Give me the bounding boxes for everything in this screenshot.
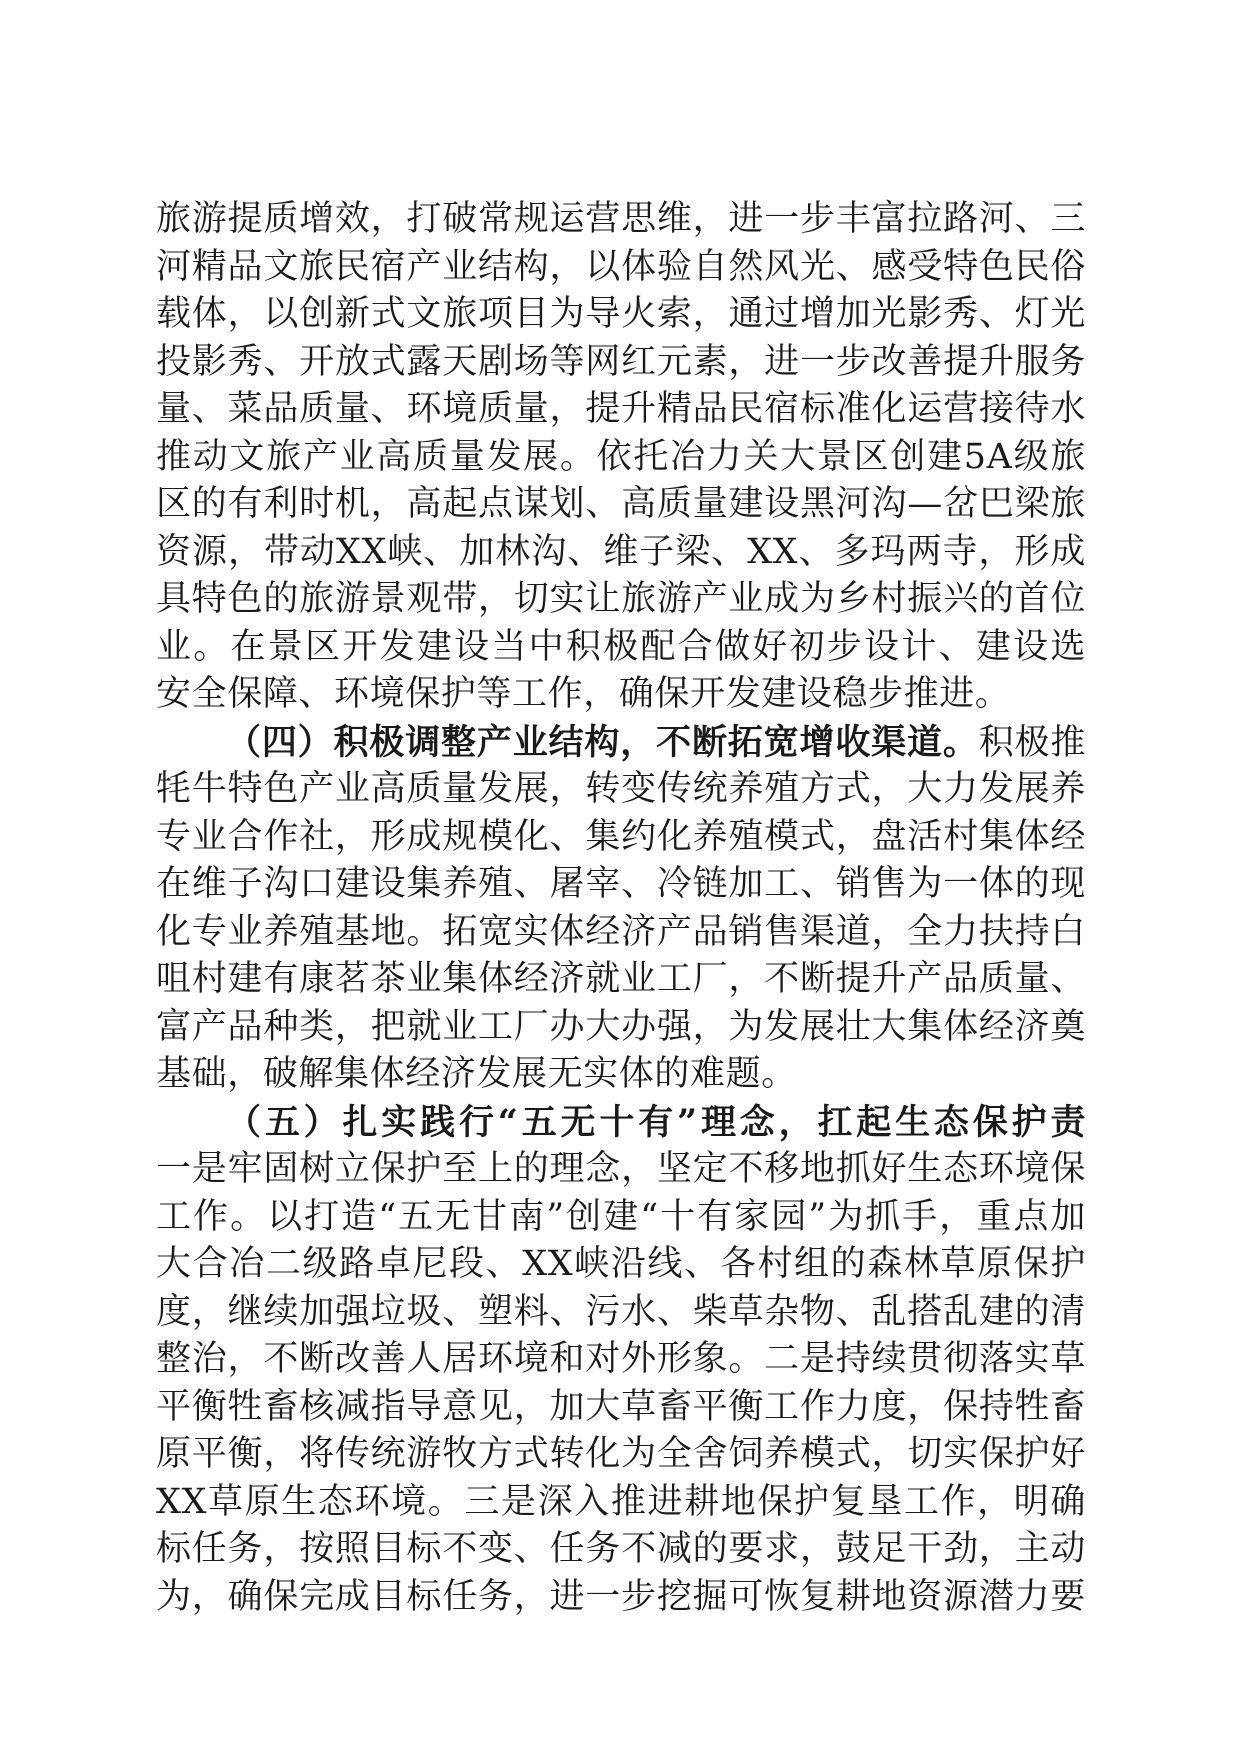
text-line: 标任务，按照目标不变、任务不减的要求，鼓足干劲，主动	[156, 1529, 1086, 1569]
text-line: XX草原生态环境。三是深入推进耕地保护复垦工作，明确	[156, 1481, 1086, 1522]
document-page	[156, 196, 1086, 1621]
text-line: 富产品种类，把就业工厂办大办强，为发展壮大集体经济奠	[156, 1006, 1086, 1047]
paragraph-tourism	[156, 196, 1086, 719]
text-line: 河精品文旅民宿产业结构，以体验自然风光、感受特色民俗	[156, 246, 1086, 287]
section-heading: （四）积极调整产业结构，不断拓宽增收渠道。	[226, 721, 979, 763]
text-line: 基础，破解集体经济发展无实体的难题。	[156, 1054, 797, 1094]
text-fragment: 积极推	[978, 722, 1086, 763]
text-line: 咀村建有康茗茶业集体经济就业工厂，不断提升产品质量、	[156, 959, 1086, 999]
text-line: 安全保障、环境保护等工作，确保开发建设稳步推进。	[156, 674, 1011, 714]
text-line: 业。在景区开发建设当中积极配合做好初步设计、建设选	[156, 626, 1086, 667]
text-line: 平衡牲畜核减指导意见，加大草畜平衡工作力度，保持牲畜	[156, 1386, 1086, 1427]
paragraph-industry	[156, 719, 1086, 1099]
text-line: 度，继续加强垃圾、塑料、污水、柴草杂物、乱搭乱建的清	[156, 1291, 1086, 1332]
text-line: 量、菜品质量、环境质量，提升精品民宿标准化运营接待水	[156, 389, 1086, 429]
paragraph-ecology	[156, 1099, 1086, 1622]
text-line: 载体，以创新式文旅项目为导火索，通过增加光影秀、灯光	[156, 294, 1086, 334]
text-line: 一是牢固树立保护至上的理念，坚定不移地抓好生态环境保	[156, 1149, 1086, 1189]
text-line: 投影秀、开放式露天剧场等网红元素，进一步改善提升服务	[156, 341, 1086, 382]
text-line: 工作。以打造“五无甘南”创建“十有家园”为抓手，重点加	[156, 1196, 1086, 1237]
section-heading-line	[156, 719, 1086, 767]
text-line: 大合冶二级路卓尼段、XX峡沿线、各村组的森林草原保护	[156, 1244, 1086, 1284]
text-line: 区的有利时机，高起点谋划、高质量建设黑河沟—岔巴梁旅	[156, 484, 1086, 524]
section-heading: （五）扎实践行“五无十有”理念，扛起生态保护责	[226, 1101, 1086, 1143]
text-line: 资源，带动XX峡、加林沟、维子梁、XX、多玛两寺，形成	[156, 531, 1086, 572]
text-line: 推动文旅产业高质量发展。依托冶力关大景区创建5A级旅	[156, 436, 1086, 477]
text-line: 为，确保完成目标任务，进一步挖掘可恢复耕地资源潜力要	[156, 1576, 1086, 1617]
text-line: 专业合作社，形成规模化、集约化养殖模式，盘活村集体经	[156, 816, 1086, 857]
text-line: 牦牛特色产业高质量发展，转变传统养殖方式，大力发展养	[156, 769, 1086, 809]
text-line: 旅游提质增效，打破常规运营思维，进一步丰富拉路河、三	[156, 199, 1086, 239]
text-line: 具特色的旅游景观带，切实让旅游产业成为乡村振兴的首位	[156, 579, 1086, 619]
text-line: 整治，不断改善人居环境和对外形象。二是持续贯彻落实草	[156, 1339, 1086, 1379]
text-line: 化专业养殖基地。拓宽实体经济产品销售渠道，全力扶持白	[156, 911, 1086, 952]
text-line: 原平衡，将传统游牧方式转化为全舍饲养模式，切实保护好	[156, 1434, 1086, 1474]
text-line: 在维子沟口建设集养殖、屠宰、冷链加工、销售为一体的现	[156, 864, 1086, 904]
